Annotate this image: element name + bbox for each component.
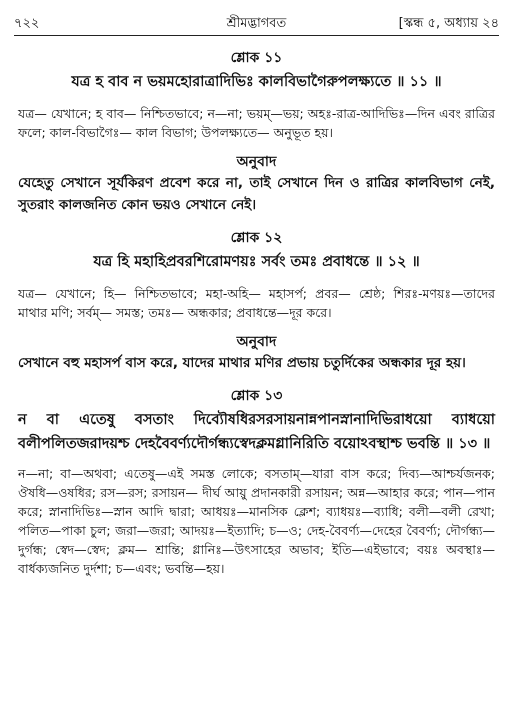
chapter-reference: [স্কন্ধ ৫, অধ্যায় ২৪ xyxy=(398,16,499,31)
sloka-12-translation-heading: অনুবাদ xyxy=(236,334,277,350)
book-title: শ্রীমদ্ভাগবত xyxy=(226,16,287,31)
page-number: ৭২২ xyxy=(14,16,40,31)
sloka-11-translation-heading: অনুবাদ xyxy=(236,154,277,170)
sloka-11-synonyms: যত্র— যেখানে; হ বাব— নিশ্চিতভাবে; ন—না; ভয়ম্—ভয়; অহঃ-রাত্র-আদিভিঃ—দিন এবং রাত্রির ফলে; কাল-বিভাগৈঃ— কাল বিভাগ; উপলক্ষ্যতে— অনুভূত হয়। xyxy=(18,106,495,140)
sloka-12-translation: সেখানে বহু মহাসর্প বাস করে, যাদের মাথার মণির প্রভায় চতুর্দিকের অন্ধকার দূর হয়। xyxy=(18,355,466,371)
sloka-11-translation: যেহেতু সেখানে সূর্যকিরণ প্রবেশ করে না, তাই সেখানে দিন ও রাত্রির কালবিভাগ নেই, সুতরাং কালজনিত কোন ভয়ও সেখানে নেই। xyxy=(18,175,495,213)
sloka-12-title: শ্লোক ১২ xyxy=(230,230,283,246)
page-body xyxy=(18,48,495,588)
sloka-11-verse: যত্র হ বাব ন ভয়মহোরাত্রাদিভিঃ কালবিভাগৈরুপলক্ষ্যতে ॥ ১১ ॥ xyxy=(71,74,442,90)
sloka-12-verse: যত্র হি মহাহিপ্রবরশিরোমণয়ঃ সর্বং তমঃ প্রবাধন্তে ॥ ১২ ॥ xyxy=(93,254,420,270)
sloka-13-title: শ্লোক ১৩ xyxy=(230,388,283,404)
sloka-13-verse: ন বা এতেষু বসতাং দিব্যৌষধিরসরসায়নান্নপানস্নানাদিভিরাধয়ো ব্যাধয়ো বলীপলিতজরাদয়শ্চ দেহবৈবর্ণ্যদৌর্গন্ধ্যস্বেদক্লমগ্লানিরিতি বয়োঽবস্থাশ্চ ভবন্তি ॥ ১৩ ॥ xyxy=(18,412,495,452)
sloka-11-title: শ্লোক ১১ xyxy=(230,50,283,66)
page-header xyxy=(14,12,499,32)
sloka-13-synonyms: ন—না; বা—অথবা; এতেষু—এই সমস্ত লোকে; বসতাম্—যারা বাস করে; দিব্য—আশ্চর্যজনক; ঔষধি—ওষধির; রস—রস; রসায়ন— দীর্ঘ আয়ু প্রদানকারী রসায়ন; অন্ন—আহার করে; পান—পান করে; স্নানাদিভিঃ—স্নান আদি দ্বারা; আধয়ঃ—মানসিক ক্লেশ; ব্যাধয়ঃ—ব্যাধি; বলী—বলী রেখা; পলিত—পাকা চুল; জরা—জরা; আদয়ঃ—ইত্যাদি; চ—ও; দেহ-বৈবর্ণ্য—দেহের বৈবর্ণ্য; দৌর্গন্ধ্য—দুর্গন্ধ; স্বেদ—স্বেদ; ক্লম— শ্রান্তি; গ্লানিঃ—উৎসাহের অভাব; ইতি—এইভাবে; বয়ঃ অবস্থাঃ— বার্ধক্যজনিত দুর্দশা; চ—এবং; ভবন্তি—হয়। xyxy=(18,466,495,576)
header-rule xyxy=(14,35,499,36)
sloka-12-synonyms: যত্র— যেখানে; হি— নিশ্চিতভাবে; মহা-অহি— মহাসর্প; প্রবর— শ্রেষ্ঠ; শিরঃ-মণয়ঃ—তাদের মাথার মণি; সর্বম্— সমস্ত; তমঃ— অন্ধকার; প্রবাধন্তে—দূর করে। xyxy=(18,286,495,320)
